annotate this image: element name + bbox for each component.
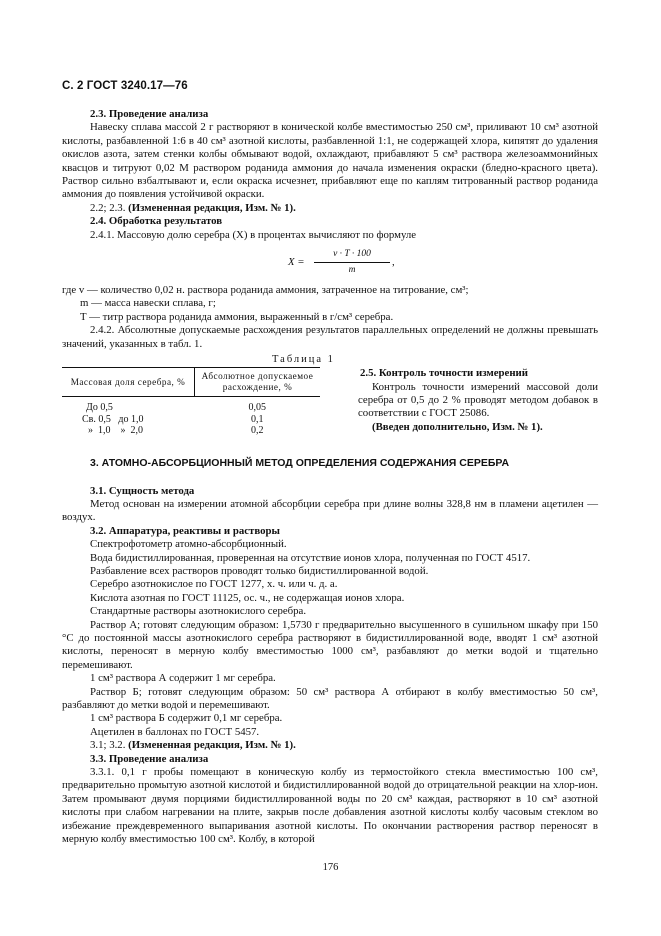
table-cell-value: 0,05 bbox=[248, 402, 266, 414]
section-2-3-text: Навеску сплава массой 2 г растворяют в конической колбе вместимостью 250 см³, приливают 10 см³ азотной кислоты, разбавленной 1:6 в 40 см³ азотной кислоты, разбавленной 1:1, не содержащей хлора, кипятят до удаления окислов азота, затем стенки колбы обмывают водой, охлаждают, прибавляют 5 см³ раствора железоаммонийных квасцов и титруют 0,02 М раствором роданида аммония до начала изменения окраски (бледно-красного цвета). Раствор сильно взбалтывают и, если окраска исчезнет, прибавляют еще по каплям титрованный раствор роданида аммония до появления устойчивой окраски. bbox=[62, 121, 598, 201]
section-2-4-title: 2.4. Обработка результатов bbox=[90, 215, 223, 228]
formula-lhs: X = bbox=[288, 256, 305, 269]
table-cell-range: Св. 0,5 до 1,0 bbox=[82, 413, 144, 425]
table-header-mass-fraction: Массовая доля серебра, % bbox=[62, 368, 195, 397]
table-cell-range: » 1,0 » 2,0 bbox=[88, 425, 143, 437]
page-number: 176 bbox=[322, 862, 339, 873]
note-prefix: 2.2; 2.3. bbox=[90, 201, 129, 214]
solution-b-text: Раствор Б; готовят следующим образом: 50 см³ раствора А отбирают в колбу вместимостью 50 см³, разбавляют до метки водой и перемешивают. bbox=[62, 685, 598, 711]
table-caption: Таблица 1 bbox=[272, 354, 335, 366]
formula-denominator: m bbox=[348, 265, 356, 276]
table-header-discrepancy: Абсолютное допускаемое расхождение, % bbox=[195, 368, 321, 397]
table-and-section-2-5 bbox=[62, 353, 598, 443]
acetylene-text: Ацетилен в баллонах по ГОСТ 5457. bbox=[90, 725, 260, 738]
section-2-3-title: 2.3. Проведение анализа bbox=[90, 108, 209, 120]
list-item: Стандартные растворы азотнокислого серебра. bbox=[90, 605, 307, 618]
section-3-3-title: 3.3. Проведение анализа bbox=[90, 752, 209, 765]
list-item: Вода бидистиллированная, проверенная на отсутствие ионов хлора, полученная по ГОСТ 4517. bbox=[90, 551, 531, 564]
section-3-2-title: 3.2. Аппаратура, реактивы и растворы bbox=[90, 524, 280, 537]
table-cell-value: 0,1 bbox=[251, 413, 264, 425]
formula-comma: , bbox=[392, 256, 395, 269]
where-t: T — титр раствора роданида аммония, выраженный в г/см³ серебра. bbox=[80, 310, 394, 323]
section-2-5-text: Контроль точности измерений массовой доли серебра от 0,5 до 2 % проводят методом добавок в соответствии с ГОСТ 25086. bbox=[358, 380, 598, 420]
table-row bbox=[62, 397, 320, 414]
section-2-5-note: (Введен дополнительно, Изм. № 1). bbox=[372, 420, 543, 433]
solution-b-concentration: 1 см³ раствора Б содержит 0,1 мг серебра. bbox=[90, 712, 283, 725]
table-1 bbox=[62, 367, 320, 437]
where-v: где v — количество 0,02 н. раствора роданида аммония, затраченное на титрование, см³; bbox=[62, 284, 469, 297]
section-3-1-text: Метод основан на измерении атомной абсорбции серебра при длине волны 328,8 нм в пламени ацетилен — воздух. bbox=[62, 497, 598, 524]
section-2-3-note bbox=[62, 202, 598, 215]
section-2-4-2-text: 2.4.2. Абсолютные допускаемые расхождения результатов параллельных определений не должны превышать значений, указанных в табл. 1. bbox=[62, 324, 598, 350]
section-3-1-title: 3.1. Сущность метода bbox=[90, 484, 195, 497]
section-2-5-title: 2.5. Контроль точности измерений bbox=[360, 367, 528, 380]
formula-numerator: v · T · 100 bbox=[314, 248, 390, 263]
note-text: (Измененная редакция, Изм. № 1). bbox=[128, 201, 296, 214]
section-3-2-note bbox=[62, 739, 598, 752]
section-3-3-1-text: 3.3.1. 0,1 г пробы помещают в коническую колбу из термостойкого стекла вместимостью 100 см³, предварительно промытую азотной кислотой и бидистиллированной водой до отрицательной реакции на хлор-ион. Затем промывают двумя порциями бидистиллированной воды по 20 см³ каждая, растворяют в 10 см³ азотной кислоты при слабом нагревании на плите, закрыв после добавления азотной кислоты колбу часовым стеклом во избежание преждевременного выпаривания азотной кислоты. По окончании растворения раствор переносят в мерную колбу вместимостью 100 см³. Колбу, в которой bbox=[62, 766, 598, 846]
list-item: Серебро азотнокислое по ГОСТ 1277, х. ч. или ч. д. а. bbox=[90, 578, 338, 591]
note-text: (Измененная редакция, Изм. № 1). bbox=[128, 739, 296, 752]
table-cell-value: 0,2 bbox=[251, 425, 264, 437]
table-cell-range: До 0,5 bbox=[86, 402, 113, 414]
solution-a-text: Раствор А; готовят следующим образом: 1,5730 г предварительно высушенного в сушильном шкафу при 150 °С до постоянной массы азотнокислого серебра растворяют в бидистиллированной воде, вводят 1 см³ азотной кислоты, переносят в мерную колбу вместимостью 1000 см³, разбавляют до метки водой и тщательно перемешивают. bbox=[62, 618, 598, 671]
list-item: Разбавление всех растворов проводят только бидистиллированной водой. bbox=[90, 564, 429, 577]
solution-a-concentration: 1 см³ раствора А содержит 1 мг серебра. bbox=[90, 672, 276, 685]
formula bbox=[62, 248, 598, 278]
section-2-5 bbox=[358, 367, 598, 434]
table-header-row bbox=[62, 368, 320, 397]
section-3-title: 3. АТОМНО-АБСОРБЦИОННЫЙ МЕТОД ОПРЕДЕЛЕНИЯ СОДЕРЖАНИЯ СЕРЕБРА bbox=[90, 457, 510, 470]
table-row bbox=[62, 425, 320, 437]
formula-fraction bbox=[314, 248, 390, 278]
page-header: С. 2 ГОСТ 3240.17—76 bbox=[62, 80, 188, 92]
list-item: Спектрофотометр атомно-абсорбционный. bbox=[90, 538, 287, 551]
table-row bbox=[62, 414, 320, 426]
page-content bbox=[62, 108, 598, 846]
list-item: Кислота азотная по ГОСТ 11125, ос. ч., не содержащая ионов хлора. bbox=[90, 591, 405, 604]
section-2-4-1-text: 2.4.1. Массовую долю серебра (X) в процентах вычисляют по формуле bbox=[90, 228, 417, 241]
note-prefix: 3.1; 3.2. bbox=[90, 739, 129, 752]
where-m: m — масса навески сплава, г; bbox=[80, 297, 216, 310]
